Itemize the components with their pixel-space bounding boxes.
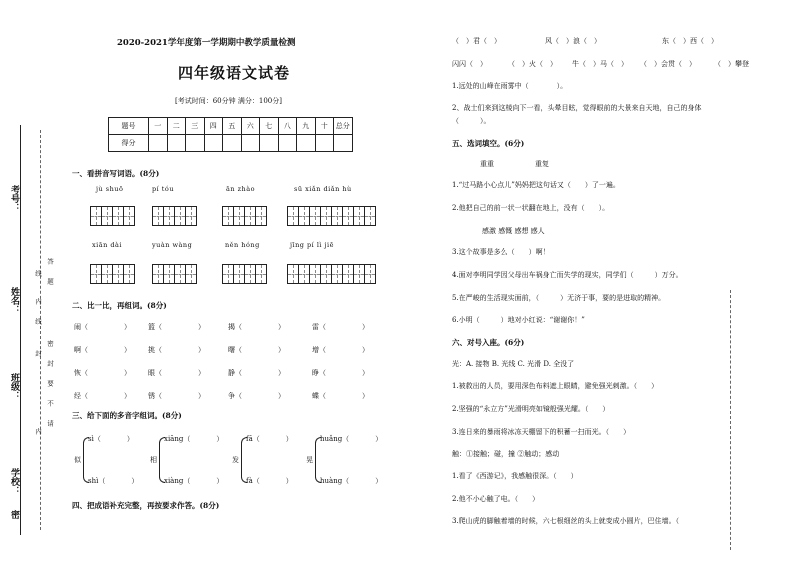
pinyin-reading: huǎng（	[320, 435, 350, 443]
score-cell[interactable]	[186, 135, 205, 152]
score-header-cell: 总分	[334, 118, 353, 135]
paren-close: ）	[285, 435, 293, 443]
polyphone-reading	[246, 434, 293, 444]
paren-close: ）	[285, 477, 293, 485]
compare-word-item	[228, 368, 285, 378]
score-header-cell: 五	[223, 118, 242, 135]
paren-close: ）	[198, 346, 205, 354]
polyphone-reading	[246, 476, 293, 486]
idiom-blank-item: 闪闪（ ）	[452, 60, 487, 68]
question-text: 2、战士们来到这棱向下一看，头晕目眩，觉得眼前的大景来自天地，自己的身体	[452, 104, 702, 112]
compare-char: 锈（	[148, 392, 162, 400]
score-header-cell: 一	[149, 118, 168, 135]
score-cell[interactable]	[149, 135, 168, 152]
question-text: 3.连日来的暴雨将冰冻天棚留下的积蓄一扫而光。（ ）	[452, 428, 631, 436]
score-cell[interactable]	[297, 135, 316, 152]
paren-close: ）	[198, 323, 205, 331]
paren-close: ）	[131, 477, 139, 485]
question-text: 1.看了《西游记》，我感触很深。（ ）	[452, 472, 578, 480]
paren-close: ）	[375, 477, 383, 485]
section2-title: 二、比一比，再组词。(8分)	[72, 301, 167, 310]
paren-close: ）	[278, 392, 285, 400]
pinyin-reading: huàng（	[320, 477, 350, 485]
compare-char: 蝶（	[312, 392, 326, 400]
paren-close: ）	[375, 435, 383, 443]
paren-close: ）	[198, 392, 205, 400]
polyphone-reading	[88, 434, 134, 444]
pinyin: yuàn wàng	[152, 241, 193, 249]
pinyin: něn hóng	[225, 241, 260, 249]
pinyin: pí tóu	[152, 185, 175, 193]
pinyin: jīng pí lì jiē	[290, 241, 334, 249]
exam-title: 2020-2021学年度第一学期期中教学质量检测	[117, 38, 296, 48]
polyphone-char: 晃	[306, 456, 313, 464]
compare-word-item	[312, 368, 369, 378]
compare-char: 雷（	[312, 323, 326, 331]
compare-char: 挑（	[148, 346, 162, 354]
section1-title: 一、看拼音写词语。(8分)	[72, 169, 160, 178]
question-text: 2.他不小心触了电。（ ）	[452, 495, 540, 503]
section4-title: 四、把成语补充完整，再按要求作答。(8分)	[72, 501, 220, 510]
margin-note: 请	[46, 420, 54, 427]
compare-char: 增（	[312, 346, 326, 354]
compare-char: 闹（	[74, 323, 88, 331]
compare-char: 揭（	[228, 323, 242, 331]
compare-word-item	[148, 368, 205, 378]
pinyin-reading: fà（	[246, 477, 260, 485]
score-cell[interactable]	[260, 135, 279, 152]
margin-note: 题	[46, 278, 54, 285]
compare-char: 曙（	[228, 346, 242, 354]
polyphone-char: 似	[74, 456, 81, 464]
polyphone-reading	[320, 434, 382, 444]
compare-word-item	[228, 391, 285, 401]
paren-close: ）	[362, 392, 369, 400]
idiom-blank-item: （ ）火（ ）	[508, 60, 557, 68]
score-cell[interactable]	[278, 135, 297, 152]
tianzi-grid[interactable]	[287, 264, 375, 284]
polyphone-char: 发	[232, 456, 239, 464]
paren-close: ）	[362, 323, 369, 331]
question-text: （ ）。	[452, 117, 491, 125]
idiom-blank-item: （ ）会贯（ ）	[640, 60, 696, 68]
compare-char: 啊（	[74, 346, 88, 354]
idiom-blank-item: 风（ ）浪（ ）	[545, 37, 601, 45]
paren-close: ）	[362, 346, 369, 354]
question-text: 4.面对李明同学因父母出车祸身亡而失学的现实，同学们（ ）万分。	[452, 271, 683, 279]
idiom-blank-item: 东（ ）西（ ）	[662, 37, 718, 45]
score-cell[interactable]	[334, 135, 353, 152]
compare-char: 静（	[228, 369, 242, 377]
margin-dashed-line	[40, 130, 41, 530]
pinyin: sū xiǎn diǎn hù	[294, 185, 352, 193]
word-options: 感激 感慨 感想 感人	[482, 227, 545, 235]
margin-note: 封	[34, 350, 42, 357]
compare-word-item	[312, 391, 369, 401]
compare-word-item	[148, 391, 205, 401]
score-header-cell: 六	[241, 118, 260, 135]
compare-char: 争（	[228, 392, 242, 400]
paren-close: ）	[216, 477, 224, 485]
label-school: 学校：	[9, 468, 19, 495]
polyphone-reading	[88, 476, 138, 486]
compare-char: 睁（	[312, 369, 326, 377]
paren-close: ）	[124, 346, 131, 354]
margin-note: 密	[46, 340, 54, 347]
score-row-label: 得分	[109, 135, 149, 152]
margin-note: 内	[34, 298, 42, 305]
score-cell[interactable]	[204, 135, 223, 152]
compare-char: 眼（	[148, 369, 162, 377]
score-cell[interactable]	[167, 135, 186, 152]
pinyin: xiān dài	[92, 241, 122, 249]
tianzi-grid[interactable]	[222, 206, 266, 226]
margin-note: 要	[46, 380, 54, 387]
question-text: 2.坚强的“永立方”光滑明亮如镜般强光耀。（ ）	[452, 405, 610, 413]
exam-info: [考试时间：60分钟 满分：100分]	[175, 97, 282, 105]
compare-char: 恢（	[74, 369, 88, 377]
tianzi-grid[interactable]	[222, 264, 266, 284]
question-text: 1.“过马路小心点儿”妈妈把这句话又（ ）了一遍。	[452, 181, 620, 189]
pinyin-reading: sì（	[88, 435, 101, 443]
options-text: 触：①接触；碰，撞 ②触动；感动	[452, 450, 560, 458]
word-option: 重重	[480, 160, 494, 168]
compare-word-item	[74, 391, 131, 401]
options-text: 光：A. 接物 B. 光线 C. 光滑 D. 全没了	[452, 360, 575, 368]
label-exam-number: 考号：	[9, 185, 19, 212]
question-text: 3.爬山虎的脚触着墙的时候，六七根细丝的头上就变成小圆片，巴住墙。（	[452, 517, 680, 525]
margin-note: 封	[46, 360, 54, 367]
paren-close: ）	[278, 369, 285, 377]
score-header-cell: 七	[260, 118, 279, 135]
label-name: 姓名：	[9, 287, 19, 314]
question-text: 3.这个故事是多么（ ）啊！	[452, 248, 550, 256]
compare-word-item	[228, 345, 285, 355]
score-cell[interactable]	[223, 135, 242, 152]
paren-close: ）	[198, 369, 205, 377]
compare-word-item	[312, 345, 369, 355]
polyphone-reading	[164, 434, 223, 444]
score-cell[interactable]	[315, 135, 334, 152]
question-text: 6.小明（ ）地对小红说：“谢谢你！”	[452, 316, 585, 324]
paper-title: 四年级语文试卷	[178, 64, 291, 82]
margin-seal-char: 密	[9, 510, 19, 519]
paren-close: ）	[126, 435, 134, 443]
pinyin-reading: xiāng（	[164, 435, 191, 443]
polyphone-reading	[164, 476, 223, 486]
pinyin-reading: shì（	[88, 477, 106, 485]
pinyin: ān zhào	[226, 185, 256, 193]
score-header-cell: 九	[297, 118, 316, 135]
section6-title: 六、对号入座。(6分)	[452, 338, 525, 347]
right-dashed-line	[730, 290, 731, 550]
compare-char: 篮（	[148, 323, 162, 331]
score-header-cell: 三	[186, 118, 205, 135]
tianzi-grid[interactable]	[152, 264, 196, 284]
margin-note: 不	[46, 400, 54, 407]
question-text: 1.远处的山峰在雨雾中（ ）。	[452, 82, 568, 90]
tianzi-grid[interactable]	[90, 264, 134, 284]
compare-word-item	[312, 322, 369, 332]
tianzi-grid[interactable]	[90, 206, 134, 226]
polyphone-reading	[320, 476, 382, 486]
word-option: 重复	[535, 160, 549, 168]
paren-close: ）	[278, 346, 285, 354]
compare-word-item	[228, 322, 285, 332]
tianzi-grid[interactable]	[152, 206, 196, 226]
idiom-blank-item: （ ）攀登	[714, 60, 749, 68]
score-cell[interactable]	[241, 135, 260, 152]
section5-title: 五、选词填空。(6分)	[452, 139, 525, 148]
label-class: 班级：	[9, 373, 19, 400]
compare-word-item	[148, 345, 205, 355]
question-text: 2.他把自己的前一状一状翻在地上，没有（ ）。	[452, 204, 610, 212]
section3-title: 三、给下面的多音字组词。(8分)	[72, 411, 182, 420]
paren-close: ）	[124, 323, 131, 331]
polyphone-char: 相	[150, 456, 157, 464]
question-text: 1.被救出的人员，要用深色布料遮上眼睛，避免强光刺激。（ ）	[452, 382, 659, 390]
compare-word-item	[148, 322, 205, 332]
paren-close: ）	[278, 323, 285, 331]
score-header-cell: 八	[278, 118, 297, 135]
compare-char: 经（	[74, 392, 88, 400]
pinyin: jù shuō	[96, 185, 124, 193]
paren-close: ）	[216, 435, 224, 443]
score-header-cell: 十	[315, 118, 334, 135]
score-table	[108, 117, 353, 152]
compare-word-item	[74, 368, 131, 378]
margin-note: 答	[46, 258, 54, 265]
compare-word-item	[74, 322, 131, 332]
score-header-cell: 四	[204, 118, 223, 135]
paren-close: ）	[362, 369, 369, 377]
paren-close: ）	[124, 369, 131, 377]
margin-note: 线	[34, 318, 42, 325]
paren-close: ）	[124, 392, 131, 400]
margin-note: 内	[34, 428, 42, 435]
score-header-cell: 二	[167, 118, 186, 135]
pinyin-reading: xiàng（	[164, 477, 191, 485]
question-text: 5.在严峻的生活现实面前，（ ）无济于事，要的是进取的精神。	[452, 294, 666, 302]
margin-note: 线	[34, 270, 42, 277]
score-header-label: 题号	[109, 118, 149, 135]
tianzi-grid[interactable]	[287, 206, 375, 226]
idiom-blank-item: （ ）君（ ）	[452, 37, 501, 45]
compare-word-item	[74, 345, 131, 355]
pinyin-reading: fā（	[246, 435, 260, 443]
idiom-blank-item: 牛（ ）马（ ）	[572, 60, 628, 68]
